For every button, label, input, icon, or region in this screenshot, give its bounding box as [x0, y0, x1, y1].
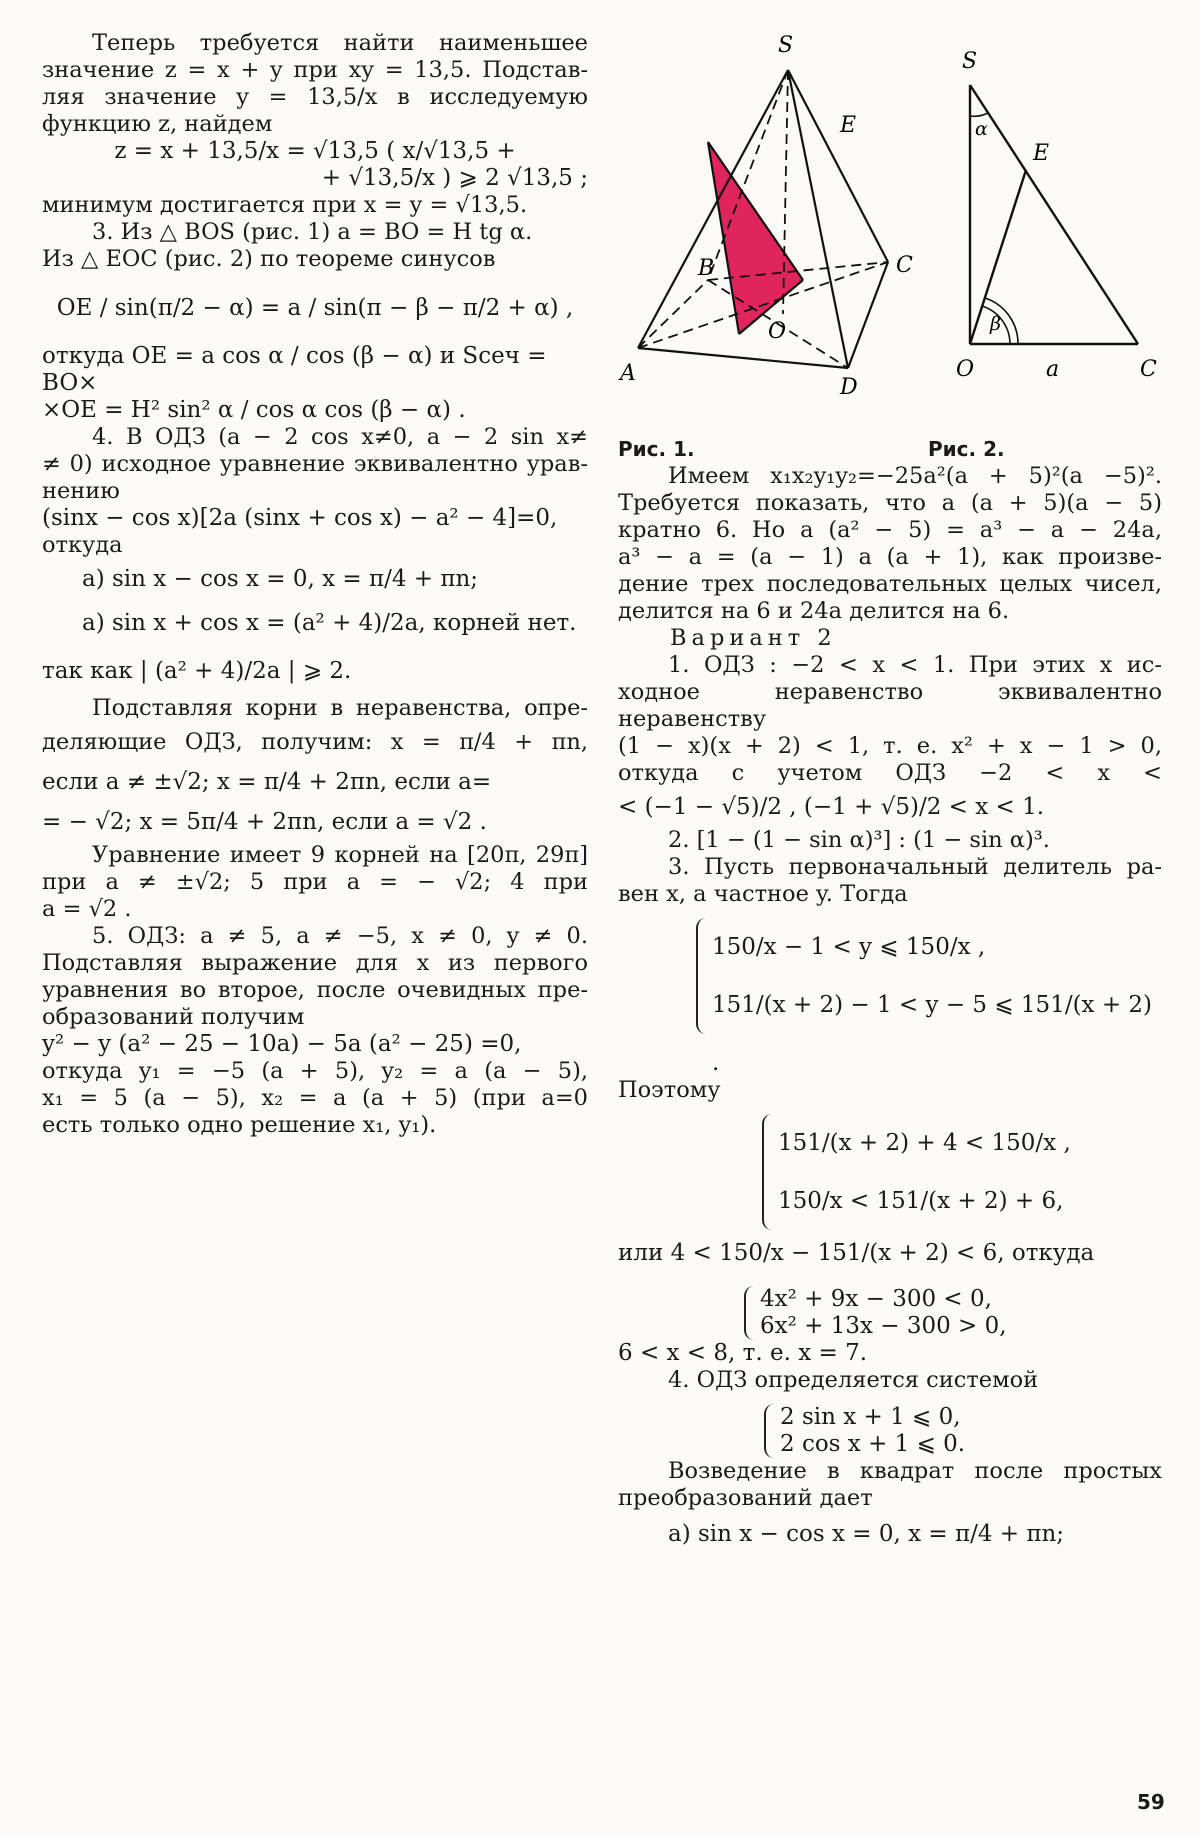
text-line: откуда y₁ = −5 (a + 5), y₂ = a (a − 5),: [42, 1058, 588, 1084]
text-line: 5. ОДЗ: a ≠ 5, a ≠ −5, x ≠ 0, y ≠ 0.: [92, 923, 588, 949]
text-line: Из △ EOC (рис. 2) по теореме синусов: [42, 246, 496, 272]
text-line: функцию z, найдем: [42, 111, 273, 137]
text-line: преобразований дает: [618, 1485, 873, 1511]
fig1-label: D: [840, 375, 858, 400]
equation: откуда OE = a cos α / cos (β − α) и Sсеч = BO×: [42, 343, 547, 396]
left-column: [42, 30, 588, 1139]
system-3: [618, 1286, 1162, 1340]
equation: ×OE = H² sin² α / cos α cos (β − α) .: [42, 397, 466, 423]
system-1: [618, 918, 1162, 1077]
text-line: Подставляя выражение для x из первого: [42, 950, 588, 976]
text-line: 4. ОДЗ определяется системой: [668, 1367, 1039, 1393]
system-line: 4x² + 9x − 300 < 0,: [760, 1286, 992, 1312]
equation: = − √2; x = 5π/4 + 2πn, если a = √2 .: [42, 809, 487, 835]
equation: < (−1 − √5)/2 , (−1 + √5)/2 < x < 1.: [618, 794, 1045, 820]
equation: так как | (a² + 4)/2a | ⩾ 2.: [42, 658, 352, 684]
equation: или 4 < 150/x − 151/(x + 2) < 6, откуда: [618, 1240, 1095, 1266]
fig2-label: O: [956, 357, 975, 382]
text-line: делится на 6 и 24a делится на 6.: [618, 598, 1010, 624]
equation: а) sin x + cos x = (a² + 4)/2a, корней нет.: [82, 610, 577, 636]
text-line: откуда: [42, 532, 123, 558]
equation: + √13,5/x ) ⩾ 2 √13,5 ;: [321, 165, 588, 191]
fig1-label: A: [620, 361, 636, 386]
text-line: 3. Из △ BOS (рис. 1) a = BO = H tg α.: [92, 219, 533, 245]
text-line: ≠ 0) исходное уравнение эквивалентно урав-: [42, 451, 588, 477]
fig2-label: a: [1046, 357, 1060, 382]
text-line: ходное неравенство эквивалентно неравенству: [618, 679, 1162, 732]
text-line: x₁ = 5 (a − 5), x₂ = a (a + 5) (при a=0: [42, 1085, 588, 1111]
text-line: 2. [1 − (1 − sin α)³] : (1 − sin α)³.: [668, 827, 1050, 853]
text-line: ляя значение y = 13,5/x в исследуемую: [42, 84, 588, 110]
page-number: 59: [1137, 1790, 1165, 1814]
figures: [618, 30, 1162, 430]
text-line: Поэтому: [618, 1077, 721, 1103]
text-line: (1 − x)(x + 2) < 1, т. е. x² + x − 1 > 0,: [618, 733, 1162, 759]
fig1-label: S: [778, 33, 794, 58]
fig2-label: C: [1140, 357, 1157, 382]
text-line: нению: [42, 478, 120, 504]
text-line: есть только одно решение x₁, y₁).: [42, 1112, 437, 1138]
right-column: [618, 30, 1162, 1556]
fig1-label: O: [768, 319, 787, 344]
text-line: минимум достигается при x = y = √13,5.: [42, 192, 528, 218]
equation: 6 < x < 8, т. е. x = 7.: [618, 1340, 868, 1366]
system-line: 2 sin x + 1 ⩽ 0,: [780, 1404, 961, 1430]
system-line: 151/(x + 2) + 4 < 150/x ,: [778, 1130, 1071, 1156]
fig1-label: E: [840, 113, 857, 138]
equation: (sinx − cos x)[2a (sinx + cos x) − a² − 4]=0,: [42, 505, 558, 531]
text-line: Теперь требуется найти наименьшее: [92, 30, 588, 56]
figure-captions: [618, 436, 1162, 463]
fig1-caption: Рис. 1.: [618, 437, 695, 461]
text-line: a³ − a = (a − 1) a (a + 1), как произве-: [618, 544, 1162, 570]
system-line: 6x² + 13x − 300 > 0,: [760, 1313, 1007, 1339]
text-line: Уравнение имеет 9 корней на [20π, 29π]: [92, 842, 588, 868]
system-line: 2 cos x + 1 ⩽ 0.: [780, 1431, 966, 1457]
text-line: 4. В ОДЗ (a − 2 cos x≠0, a − 2 sin x≠: [92, 424, 588, 450]
system-line: 151/(x + 2) − 1 < y − 5 ⩽ 151/(x + 2) .: [712, 992, 1153, 1076]
section-triangle: [708, 142, 803, 334]
text-line: дение трех последовательных целых чисел,: [618, 571, 1162, 597]
equation: z = x + 13,5/x = √13,5 ( x/√13,5 +: [114, 138, 516, 164]
variant-heading: Вариант 2: [670, 625, 837, 651]
text-line: образований получим: [42, 1004, 305, 1030]
fig2-label: S: [962, 49, 978, 74]
fig2-caption: Рис. 2.: [928, 437, 1005, 461]
system-2: [618, 1114, 1162, 1230]
equation: y² − y (a² − 25 − 10a) − 5a (a² − 25) =0,: [42, 1031, 522, 1057]
figure-pyramid-and-triangle: [618, 30, 1162, 430]
text-line: значение z = x + y при xy = 13,5. Подстав-: [42, 57, 588, 83]
system-line: 150/x − 1 < y ⩽ 150/x ,: [712, 934, 986, 960]
text-line: уравнения во второе, после очевидных пре-: [42, 977, 588, 1003]
fig2-label: E: [1033, 141, 1050, 166]
text-line: a = √2 .: [42, 896, 132, 922]
equation: если a ≠ ±√2; x = π/4 + 2πn, если a=: [42, 769, 492, 795]
fig1-label: C: [896, 253, 913, 278]
text-line: кратно 6. Но a (a² − 5) = a³ − a − 24a,: [618, 517, 1162, 543]
system-4: [618, 1404, 1162, 1458]
equation: OE / sin(π/2 − α) = a / sin(π − β − π/2 + α) ,: [56, 295, 574, 321]
text-line: при a ≠ ±√2; 5 при a = − √2; 4 при: [42, 869, 588, 895]
text-line: Требуется показать, что a (a + 5)(a − 5): [618, 490, 1162, 516]
text-line: Имеем x₁x₂y₁y₂=−25a²(a + 5)²(a −5)².: [668, 463, 1162, 489]
text-line: вен x, а частное y. Тогда: [618, 881, 908, 907]
equation: а) sin x − cos x = 0, x = π/4 + πn;: [82, 566, 479, 592]
fig2-label: β: [990, 313, 1001, 335]
text-line: 1. ОДЗ : −2 < x < 1. При этих x ис-: [668, 652, 1162, 678]
text-line: деляющие ОДЗ, получим: x = π/4 + πn,: [42, 729, 588, 755]
text-line: откуда с учетом ОДЗ −2 < x <: [618, 760, 1162, 786]
equation: а) sin x − cos x = 0, x = π/4 + πn;: [668, 1521, 1065, 1547]
system-line: 150/x < 151/(x + 2) + 6,: [778, 1188, 1064, 1214]
text-line: Подставляя корни в неравенства, опре-: [92, 695, 588, 721]
text-line: Возведение в квадрат после простых: [668, 1458, 1162, 1484]
fig1-label: B: [698, 256, 715, 281]
fig2-label: α: [975, 118, 988, 140]
text-line: 3. Пусть первоначальный делитель ра-: [668, 854, 1162, 880]
